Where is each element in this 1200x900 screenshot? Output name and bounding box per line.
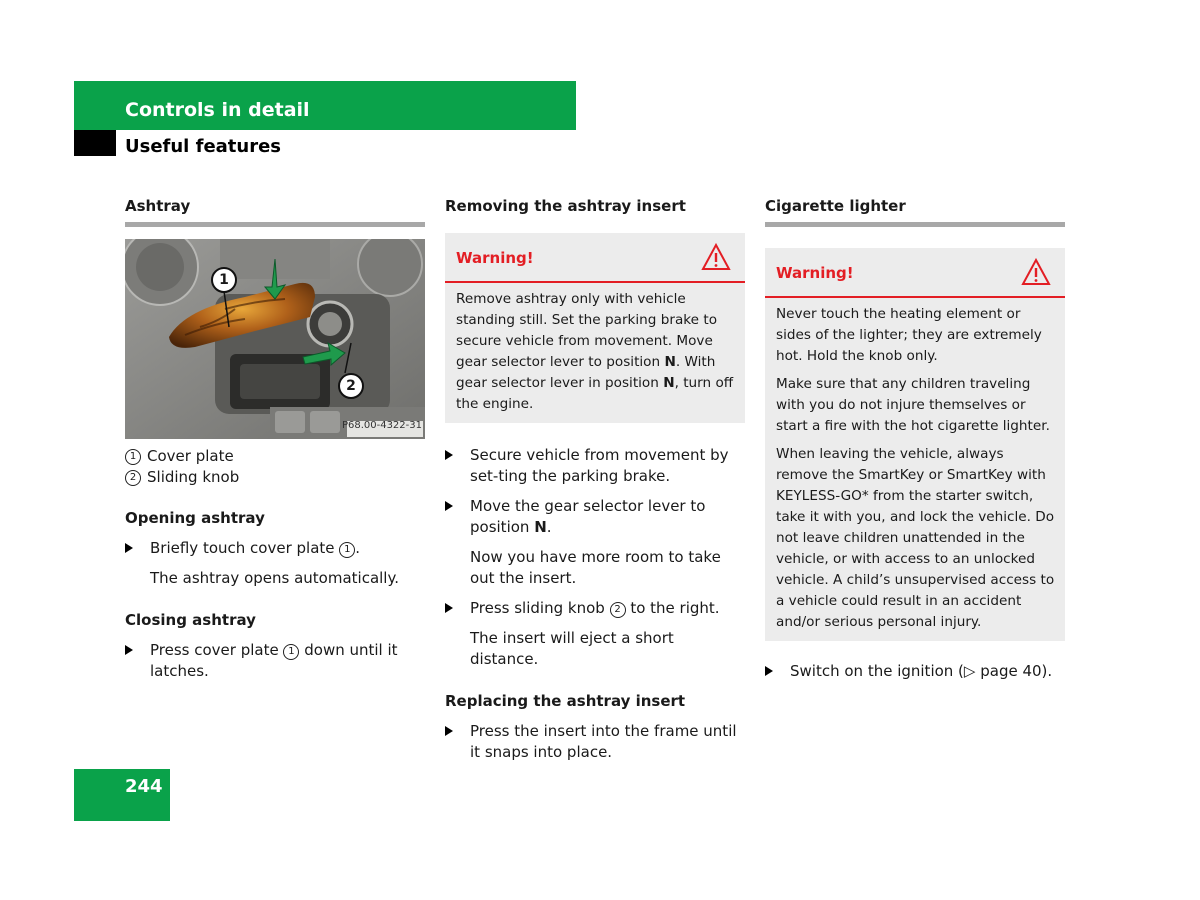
figure-code: P68.00-4322-31 xyxy=(341,420,422,431)
warning-body xyxy=(445,283,745,423)
column-removing-insert xyxy=(445,196,745,763)
warning-text-bold: N xyxy=(663,375,675,391)
opening-result: The ashtray opens automatically. xyxy=(150,569,399,587)
bullet-icon xyxy=(445,450,453,460)
removing-step-3 xyxy=(445,598,745,619)
step-text: Press sliding knob xyxy=(470,599,610,617)
legend-number: 2 xyxy=(125,470,141,486)
warning-box-lighter xyxy=(765,248,1065,641)
section-title: Useful features xyxy=(125,136,282,157)
page-number: 244 xyxy=(125,776,163,797)
step-text: . xyxy=(355,539,361,557)
step-text: Switch on the ignition ( xyxy=(790,662,964,680)
legend-number: 1 xyxy=(125,449,141,465)
closing-step xyxy=(125,640,425,682)
warning-body xyxy=(765,298,1065,641)
warning-box-removing xyxy=(445,233,745,423)
lighter-step xyxy=(765,661,1065,682)
bullet-icon xyxy=(765,666,773,676)
legend-item xyxy=(125,467,425,488)
warning-header xyxy=(445,233,745,283)
callout-1 xyxy=(211,267,237,293)
removing-step-1 xyxy=(445,445,745,487)
callout-2-label: 2 xyxy=(346,378,356,394)
warning-text-part: , turn off the engine. xyxy=(456,375,734,412)
warning-title: Warning! xyxy=(456,249,534,267)
legend-label: Sliding knob xyxy=(147,468,240,486)
ashtray-heading: Ashtray xyxy=(125,196,425,227)
warning-header xyxy=(765,248,1065,298)
bullet-icon xyxy=(125,645,133,655)
bullet-icon xyxy=(445,603,453,613)
warning-text xyxy=(456,289,735,415)
step-text: Press the insert into the frame until it snaps into place. xyxy=(470,722,737,761)
ashtray-illustration xyxy=(125,239,425,439)
step-text: to the right. xyxy=(625,599,720,617)
replacing-heading: Replacing the ashtray insert xyxy=(445,692,686,710)
step-text: . xyxy=(546,518,552,536)
inline-callout: 1 xyxy=(339,542,355,558)
closing-heading: Closing ashtray xyxy=(125,611,256,629)
page-ref-icon: ▷ xyxy=(963,662,976,680)
warning-paragraph: Make sure that any children traveling with you do not injure themselves or start a fire with the hot cigarette lighter. xyxy=(776,376,1050,434)
removing-result-3: The insert will eject a short distance. xyxy=(470,629,674,668)
inline-callout: 2 xyxy=(610,602,626,618)
warning-paragraph: When leaving the vehicle, always remove the SmartKey or SmartKey with KEYLESS-GO* from the starter switch, take it with you, and lock the vehicle. Do not leave children unattended in the vehicle, or with access to an unlocked vehicle. A child’s unsupervised access to a vehicle could result in an accident and/or serious personal injury. xyxy=(776,446,1055,630)
warning-triangle-icon xyxy=(1021,258,1051,286)
callout-2 xyxy=(338,373,364,399)
step-text: down until it latches. xyxy=(150,641,398,680)
removing-step-2 xyxy=(445,496,745,538)
warning-text-part: Remove ashtray only with vehicle standing still. Set the parking brake to secure vehicle from movement. Move gear selector lever to position xyxy=(456,291,718,370)
step-text: page 40). xyxy=(975,662,1053,680)
warning-title: Warning! xyxy=(776,264,854,282)
lighter-heading: Cigarette lighter xyxy=(765,196,1065,227)
step-text: Press cover plate xyxy=(150,641,284,659)
opening-heading: Opening ashtray xyxy=(125,509,265,527)
legend xyxy=(125,446,425,488)
warning-triangle-icon xyxy=(701,243,731,271)
column-ashtray xyxy=(125,196,425,682)
warning-text-part: . With gear selector lever in position xyxy=(456,354,716,391)
legend-item xyxy=(125,446,425,467)
removing-heading: Removing the ashtray insert xyxy=(445,197,686,215)
ashtray-photo xyxy=(125,239,425,439)
step-text: Secure vehicle from movement by set-ting the parking brake. xyxy=(470,446,729,485)
replacing-step xyxy=(445,721,745,763)
removing-result-2: Now you have more room to take out the insert. xyxy=(470,548,721,587)
bullet-icon xyxy=(445,726,453,736)
warning-text-bold: N xyxy=(664,354,676,370)
bullet-icon xyxy=(445,501,453,511)
opening-step xyxy=(125,538,425,559)
section-tab xyxy=(74,130,116,156)
step-text-bold: N xyxy=(534,518,547,536)
step-text: Briefly touch cover plate xyxy=(150,539,340,557)
inline-callout: 1 xyxy=(283,644,299,660)
legend-label: Cover plate xyxy=(147,447,234,465)
column-cigarette-lighter xyxy=(765,196,1065,682)
callout-1-label: 1 xyxy=(219,272,229,288)
chapter-title: Controls in detail xyxy=(125,99,310,121)
step-text: Move the gear selector lever to position xyxy=(470,497,706,536)
bullet-icon xyxy=(125,543,133,553)
warning-paragraph: Never touch the heating element or sides of the lighter; they are extremely hot. Hold the knob only. xyxy=(776,306,1042,364)
